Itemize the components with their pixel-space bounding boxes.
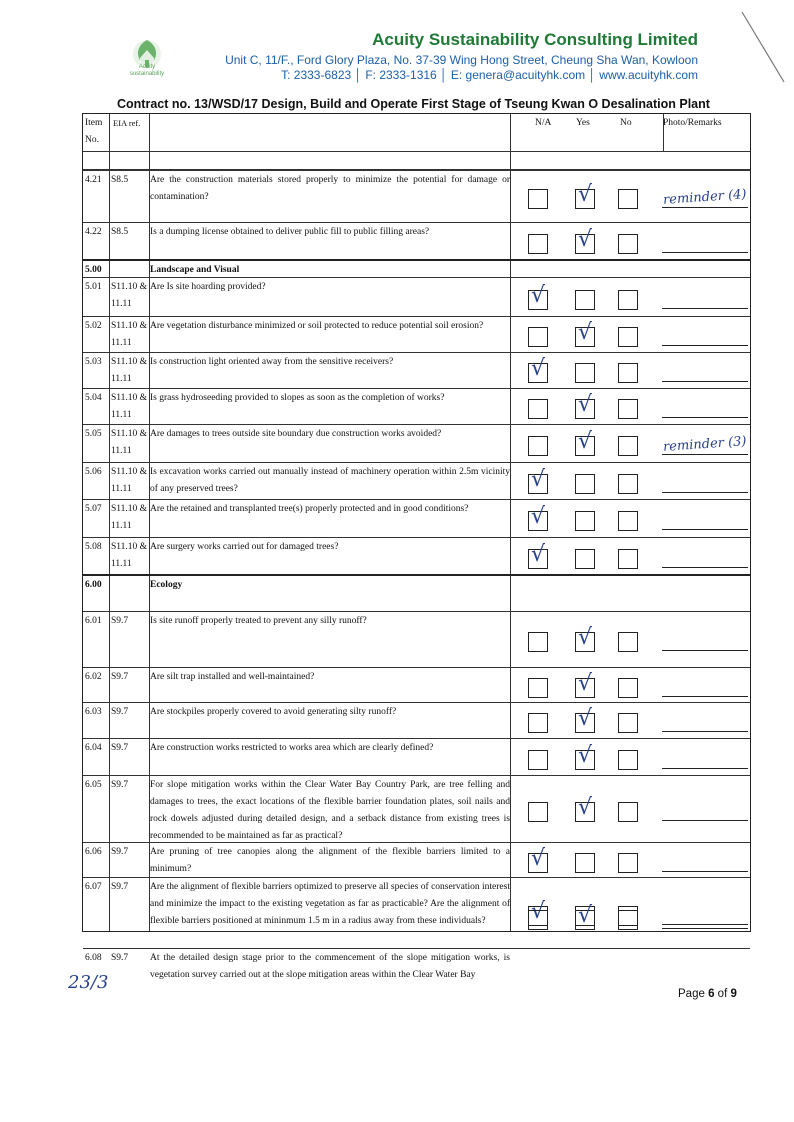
checkbox-no[interactable] [618,474,638,494]
remark-line [662,529,748,530]
tick-mark-icon: √ [531,541,546,567]
checkbox-yes[interactable] [575,511,595,531]
eia-reference: S9.7 [111,953,129,963]
remark-line [662,928,748,929]
checkbox-no[interactable] [618,678,638,698]
tick-mark-icon: √ [578,903,593,928]
checkbox-na[interactable] [528,910,548,930]
checkbox-no[interactable] [618,189,638,209]
eia-reference: S9.7 [111,707,129,717]
tick-mark-icon: √ [578,182,593,207]
tick-mark-icon: √ [531,282,546,308]
checklist-row [83,702,750,738]
checklist-table [82,113,751,980]
remark-line [662,381,748,382]
remark-line [662,768,748,769]
checkbox-na[interactable] [528,327,548,347]
checkbox-no[interactable] [618,549,638,569]
checklist-row [83,222,750,259]
header-eia-ref: EIA ref. [113,118,141,128]
section-title: Ecology [150,580,183,590]
checkbox-no[interactable] [618,750,638,770]
tick-mark-icon: √ [531,466,546,492]
handwritten-date: 23/3 [68,972,109,993]
header-yes: Yes [576,118,590,128]
page-number: Page 6 of 9 [678,988,737,1000]
item-number: 5.01 [85,282,102,292]
checkbox-na[interactable] [528,678,548,698]
item-number: 5.07 [85,504,102,514]
checkbox-na[interactable] [528,713,548,733]
item-number: 6.04 [85,743,102,753]
checkbox-no[interactable] [618,234,638,254]
question-text: Are the construction materials stored properly to minimize the potential for damage or contamination? [150,175,510,202]
checkbox-no[interactable] [618,436,638,456]
checkbox-na[interactable] [528,189,548,209]
checklist-row [83,877,750,948]
question-text: For slope mitigation works within the Clear Water Bay Country Park, are tree felling and damages to trees, the exact locations of the flexible barrier foundation plates, soil nails and rock dowels adjusted during detailed design, and a setback distance from existing trees is recommended to be maintained as far as practical? [150,780,510,841]
checkbox-no[interactable] [618,327,638,347]
question-text: Is excavation works carried out manually instead of machinery operation within 2.5m vicinity of any preserved trees? [150,467,510,494]
checklist-row [83,667,750,702]
checklist-row [83,170,750,222]
item-number: 5.02 [85,321,102,331]
remark-line [662,417,748,418]
header-no: No [620,118,632,128]
tick-mark-icon: √ [578,742,593,768]
question-text: Is a dumping license obtained to deliver public fill to public filling areas? [150,227,430,237]
tick-mark-icon: √ [531,898,546,924]
remark-line [662,454,748,455]
item-number: 5.04 [85,393,102,403]
tick-mark-icon: √ [578,429,593,454]
remark-line [662,924,748,925]
checkbox-na[interactable] [528,802,548,822]
header-divider [83,151,750,152]
eia-reference: S9.7 [111,847,129,857]
checklist-row [83,352,750,388]
checkbox-no[interactable] [618,713,638,733]
section-row [83,259,750,277]
checkbox-na[interactable] [528,750,548,770]
header-na: N/A [535,118,552,128]
item-number: 5.00 [85,265,102,275]
item-number: 6.07 [85,882,102,892]
checklist-row [83,775,750,842]
question-text: Are damages to trees outside site boundary due construction works avoided? [150,429,442,439]
handwritten-remark: reminder (4) [662,187,747,208]
item-number: 4.21 [85,175,102,185]
header-remarks: Photo/Remarks [663,118,722,128]
checklist-row [83,499,750,537]
item-number: 6.06 [85,847,102,857]
question-text: Is grass hydroseeding provided to slopes as soon as the completion of works? [150,393,445,403]
handwritten-remark: reminder (3) [662,434,747,455]
contract-title: Contract no. 13/WSD/17 Design, Build and Operate First Stage of Tseung Kwan O Desalination Plant [117,97,710,111]
question-text: Are surgery works carried out for damaged trees? [150,542,339,552]
checkbox-yes[interactable] [575,363,595,383]
question-text: Are vegetation disturbance minimized or soil protected to reduce potential soil erosion? [150,321,484,331]
item-number: 5.05 [85,429,102,439]
section-row [83,574,750,611]
eia-reference: S11.10 & 11.11 [111,357,148,384]
section-title: Landscape and Visual [150,265,240,275]
eia-reference: S9.7 [111,743,129,753]
eia-reference: S11.10 & 11.11 [111,429,148,456]
eia-reference: S8.5 [111,175,129,185]
remark-line [662,567,748,568]
header-item: Item No. [85,118,103,145]
eia-reference: S11.10 & 11.11 [111,393,148,420]
remark-line [662,871,748,872]
company-contact: T: 2333-6823 │ F: 2333-1316 │ E: genera@acuityhk.com │ www.acuityhk.com [281,68,698,82]
checklist-row [83,738,750,775]
checkbox-no[interactable] [618,290,638,310]
checkbox-yes[interactable] [575,853,595,873]
checkbox-no[interactable] [618,399,638,419]
remark-line [662,696,748,697]
remark-line [662,492,748,493]
company-address: Unit C, 11/F., Ford Glory Plaza, No. 37-39 Wing Hong Street, Cheung Sha Wan, Kowloon [225,53,698,67]
eia-reference: S11.10 & 11.11 [111,321,148,348]
tick-mark-icon: √ [531,504,546,529]
question-text: Are the alignment of flexible barriers optimized to preserve all species of conservation interest and minimize the impact to the existing vegetation as far as practicable? Are the alignment of flexible barriers positioned at mininmum 1.5 m in a radius away from these individuals? [150,882,510,926]
question-text: Are silt trap installed and well-maintained? [150,672,315,682]
tick-mark-icon: √ [578,794,593,820]
item-number: 6.02 [85,672,102,682]
tick-mark-icon: √ [578,706,593,731]
eia-reference: S11.10 & 11.11 [111,542,148,569]
remark-line [662,820,748,821]
tick-mark-icon: √ [531,845,546,871]
tick-mark-icon: √ [578,670,593,696]
tick-mark-icon: √ [578,392,593,417]
checkbox-na[interactable] [528,234,548,254]
checklist-row [83,388,750,424]
remark-line [662,345,748,346]
tick-mark-icon: √ [578,320,593,345]
tick-mark-icon: √ [531,356,546,381]
remark-line [662,252,748,253]
tick-mark-icon: √ [578,625,593,650]
eia-reference: S11.10 & 11.11 [111,467,148,494]
item-number: 6.01 [85,616,102,626]
eia-reference: S9.7 [111,616,129,626]
remark-line [662,731,748,732]
remark-line [662,650,748,651]
company-name: Acuity Sustainability Consulting Limited [372,30,698,49]
eia-reference: S8.5 [111,227,129,237]
checkbox-yes[interactable] [575,290,595,310]
item-number: 5.08 [85,542,102,552]
item-number: 6.03 [85,707,102,717]
eia-reference: S11.10 & 11.11 [111,282,148,309]
question-text: At the detailed design stage prior to the commencement of the slope mitigation works, is vegetation survey carried out at the slope mitigation areas within the Clear Water Bay [150,953,510,980]
checkbox-no[interactable] [618,853,638,873]
remark-line [662,207,748,208]
eia-reference: S9.7 [111,780,129,790]
checkbox-no[interactable] [618,910,638,930]
checkbox-yes[interactable] [575,549,595,569]
eia-reference: S9.7 [111,672,129,682]
question-text: Are the retained and transplanted tree(s) properly protected and in good conditions? [150,504,469,514]
checkbox-no[interactable] [618,511,638,531]
question-text: Are construction works restricted to works area which are clearly defined? [150,743,434,753]
tick-mark-icon: √ [578,226,593,252]
question-text: Are stockpiles properly covered to avoid generating silty runoff? [150,707,397,717]
checklist-row [83,611,750,667]
item-number: 4.22 [85,227,102,237]
remark-line [662,308,748,309]
logo-caption: Acuity sustainability [129,64,165,77]
question-text: Are pruning of tree canopies along the alignment of the flexible barriers limited to a minimum? [150,847,510,874]
checkbox-na[interactable] [528,632,548,652]
pen-stroke-mark [740,10,790,90]
item-number: 6.00 [85,580,102,590]
checkbox-na[interactable] [528,436,548,456]
checkbox-no[interactable] [618,363,638,383]
eia-reference: S9.7 [111,882,129,892]
checklist-row [83,842,750,877]
item-number: 6.08 [85,953,102,963]
eia-reference: S11.10 & 11.11 [111,504,148,531]
checkbox-no[interactable] [618,632,638,652]
question-text: Are Is site hoarding provided? [150,282,266,292]
checklist-row [83,537,750,574]
checkbox-no[interactable] [618,802,638,822]
checklist-row [83,316,750,352]
checklist-row [83,462,750,499]
question-text: Is construction light oriented away from the sensitive receivers? [150,357,394,367]
column-divider [663,114,664,152]
checklist-row [83,277,750,316]
checkbox-na[interactable] [528,399,548,419]
checkbox-yes[interactable] [575,474,595,494]
checklist-row [83,424,750,462]
question-text: Is site runoff properly treated to prevent any silly runoff? [150,616,367,626]
item-number: 5.06 [85,467,102,477]
item-number: 5.03 [85,357,102,367]
item-number: 6.05 [85,780,102,790]
